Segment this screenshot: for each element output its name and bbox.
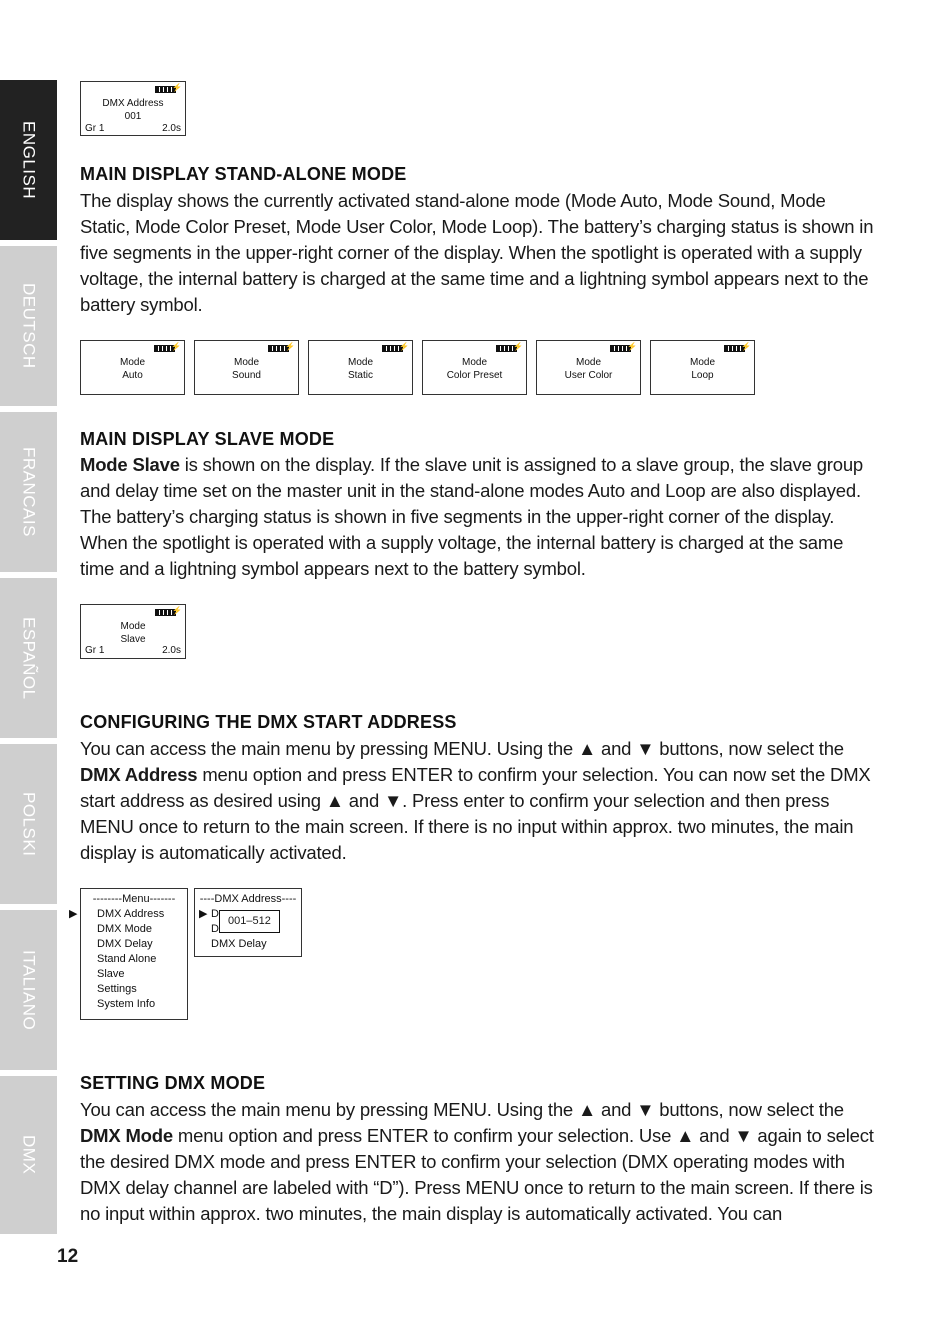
lcd-mode-loop: [650, 340, 755, 395]
lcd-group: Gr 1: [85, 645, 105, 656]
bolt-icon: ⚡: [399, 342, 409, 351]
lcd-line1: Mode: [347, 357, 373, 368]
lcd-dmx-address: [80, 81, 186, 136]
lcd-mode-sound: [194, 340, 299, 395]
section-title: SETTING DMX MODE: [80, 1073, 266, 1093]
body-text: is shown on the display. If the slave unit is assigned to a slave group, the slave group and delay time set on the master unit in the stand-alone modes Auto and Loop are also displayed. The battery’s charging status is shown in five segments in the upper-right corner of the display. When the spotlight is operated with a supply voltage, the internal battery is charged at the same time and a lightning symbol appears next to the battery symbol.: [80, 454, 864, 579]
tab-deutsch[interactable]: [0, 246, 57, 406]
lcd-mode-user-color: [536, 340, 641, 395]
lcd-line2: Color Preset: [446, 370, 503, 381]
tab-label: POLSKI: [19, 791, 39, 857]
lcd-line2: Auto: [122, 370, 143, 381]
tab-label: FRANCAIS: [19, 447, 39, 537]
menu-header: --------Menu-------: [92, 893, 176, 905]
selection-arrow-icon: ▶: [69, 908, 78, 920]
menu-item: D: [211, 908, 219, 920]
section-body: The display shows the currently activated stand-alone mode (Mode Auto, Mode Sound, Mode Static, Mode Color Preset, Mode User Color, Mode Loop). The battery’s charging status is shown in five segments in the upper-right corner of the display. When the spotlight is operated with a supply voltage, the internal battery is charged at the same time and a lightning symbol appears next to the battery symbol.: [80, 190, 874, 315]
lcd-line2: Loop: [691, 370, 714, 381]
page-number: 12: [57, 1246, 79, 1267]
lcd-line2: Static: [347, 370, 373, 381]
menu-item: DMX Mode: [97, 923, 153, 935]
bold-term: Mode Slave: [80, 454, 180, 475]
tab-italiano[interactable]: [0, 910, 57, 1070]
section-body: [80, 736, 880, 866]
section-title: MAIN DISPLAY SLAVE MODE: [80, 429, 335, 449]
tab-espanol[interactable]: [0, 578, 57, 738]
bolt-icon: ⚡: [513, 342, 523, 351]
lcd-line1: Mode: [689, 357, 715, 368]
lcd-mode-slave: [80, 604, 186, 659]
lcd-line1: Mode: [461, 357, 487, 368]
lcd-group: Gr 1: [85, 123, 105, 134]
lcd-line1: DMX Address: [102, 98, 164, 109]
lcd-line1: Mode: [575, 357, 601, 368]
menu-item: Settings: [97, 983, 137, 995]
lcd-line1: Mode: [233, 357, 259, 368]
tab-label: DEUTSCH: [19, 283, 39, 369]
lcd-mode-color-preset: [422, 340, 527, 395]
lcd-mode-static: [308, 340, 413, 395]
menu-item: Slave: [97, 968, 125, 980]
bolt-icon: ⚡: [172, 83, 182, 92]
menu-main-box: [69, 888, 188, 1020]
tab-label: ENGLISH: [19, 120, 39, 200]
lcd-mode-auto: [80, 340, 185, 395]
bolt-icon: ⚡: [741, 342, 751, 351]
menu-item: System Info: [97, 998, 156, 1010]
tab-label: ITALIANO: [19, 949, 39, 1031]
body-text: menu option and press ENTER to confirm your selection. Use ▲ and ▼ again to select the desired DMX mode and press ENTER to confirm your selection (DMX operating modes with DMX delay channel are labeled with “D”). Press MENU once to return to the main screen. If there is no input within approx. two minutes, the main display is automatically activated. You can: [80, 1125, 874, 1224]
bolt-icon: ⚡: [285, 342, 295, 351]
body-text: You can access the main menu by pressing MENU. Using the ▲ and ▼ buttons, now select the: [80, 1099, 844, 1120]
body-text: menu option and press ENTER to confirm your selection. You can now set the DMX start address as desired using ▲ and ▼. Press enter to confirm your selection and then press MENU once to return to the main screen. If there is no input within approx. two minutes, the main display is automatically activated.: [80, 764, 871, 863]
menu-item: DMX Address: [97, 908, 165, 920]
tab-english[interactable]: [0, 80, 57, 240]
lcd-line2: User Color: [564, 370, 613, 381]
section-body: [80, 1097, 880, 1227]
lcd-line2: Slave: [120, 634, 146, 645]
tab-label: DMX: [19, 1135, 39, 1175]
dmx-range-popup: 001–512: [219, 910, 280, 933]
tab-dmx[interactable]: [0, 1076, 57, 1234]
tab-label: ESPAÑOL: [19, 616, 39, 700]
selection-arrow-icon: ▶: [199, 908, 208, 920]
section-body: [80, 452, 880, 582]
body-text: You can access the main menu by pressing MENU. Using the ▲ and ▼ buttons, now select the: [80, 738, 844, 759]
bold-term: DMX Mode: [80, 1125, 173, 1146]
lcd-line2: 001: [124, 111, 142, 122]
lcd-line2: Sound: [232, 370, 261, 381]
lcd-delay: 2.0s: [162, 645, 181, 656]
tab-polski[interactable]: [0, 744, 57, 904]
lcd-line1: Mode: [120, 621, 146, 632]
tab-francais[interactable]: [0, 412, 57, 572]
section-title: MAIN DISPLAY STAND-ALONE MODE: [80, 164, 407, 184]
lcd-delay: 2.0s: [162, 123, 181, 134]
menu-item: D: [211, 923, 219, 935]
lcd-line1: Mode: [119, 357, 145, 368]
menu-header: ----DMX Address----: [199, 893, 297, 905]
menu-item: Stand Alone: [97, 953, 157, 965]
bolt-icon: ⚡: [171, 342, 181, 351]
menu-item: DMX Delay: [211, 938, 267, 950]
menu-item: DMX Delay: [97, 938, 153, 950]
bolt-icon: ⚡: [172, 606, 182, 615]
section-title: CONFIGURING THE DMX START ADDRESS: [80, 712, 457, 732]
bold-term: DMX Address: [80, 764, 198, 785]
bolt-icon: ⚡: [627, 342, 637, 351]
